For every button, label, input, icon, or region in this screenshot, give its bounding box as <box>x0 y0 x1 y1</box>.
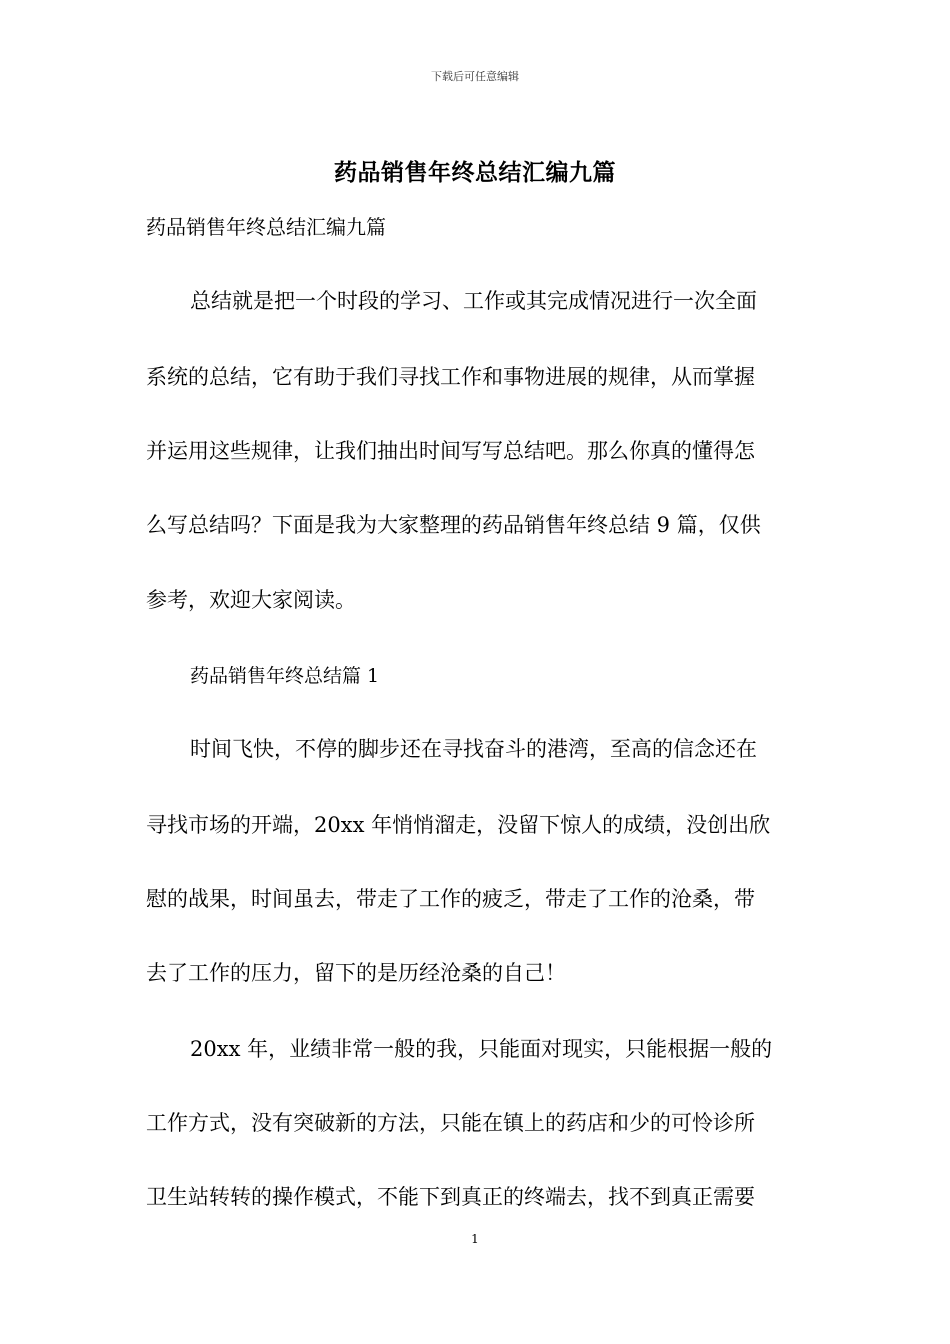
intro-line: 并运用这些规律，让我们抽出时间写写总结吧。那么你真的懂得怎 <box>146 439 755 463</box>
intro-line: 系统的总结，它有助于我们寻找工作和事物进展的规律，从而掌握 <box>146 365 755 389</box>
paragraph-line: 慰的战果，时间虽去，带走了工作的疲乏，带走了工作的沧桑，带 <box>146 887 755 911</box>
intro-line: 总结就是把一个时段的学习、工作或其完成情况进行一次全面 <box>190 289 757 313</box>
paragraph-line: 去了工作的压力，留下的是历经沧桑的自己！ <box>146 961 566 985</box>
header-note: 下载后可任意编辑 <box>431 70 519 83</box>
paragraph-line: 时间飞快，不停的脚步还在寻找奋斗的港湾，至高的信念还在 <box>190 737 757 761</box>
paragraph-line: 寻找市场的开端，20xx 年悄悄溜走，没留下惊人的成绩，没创出欣 <box>146 813 771 837</box>
paragraph-line: 工作方式，没有突破新的方法，只能在镇上的药店和少的可怜诊所 <box>146 1111 755 1135</box>
page-number: 1 <box>471 1232 479 1246</box>
document-title: 药品销售年终总结汇编九篇 <box>334 159 616 186</box>
document-subtitle: 药品销售年终总结汇编九篇 <box>146 215 386 239</box>
paragraph-line: 卫生站转转的操作模式，不能下到真正的终端去，找不到真正需要 <box>146 1185 755 1209</box>
intro-line: 参考，欢迎大家阅读。 <box>146 588 356 612</box>
paragraph-line: 20xx 年，业绩非常一般的我，只能面对现实，只能根据一般的 <box>190 1037 773 1061</box>
section-heading: 药品销售年终总结篇 1 <box>190 665 380 687</box>
intro-line: 么写总结吗？下面是我为大家整理的药品销售年终总结 9 篇，仅供 <box>146 513 761 537</box>
